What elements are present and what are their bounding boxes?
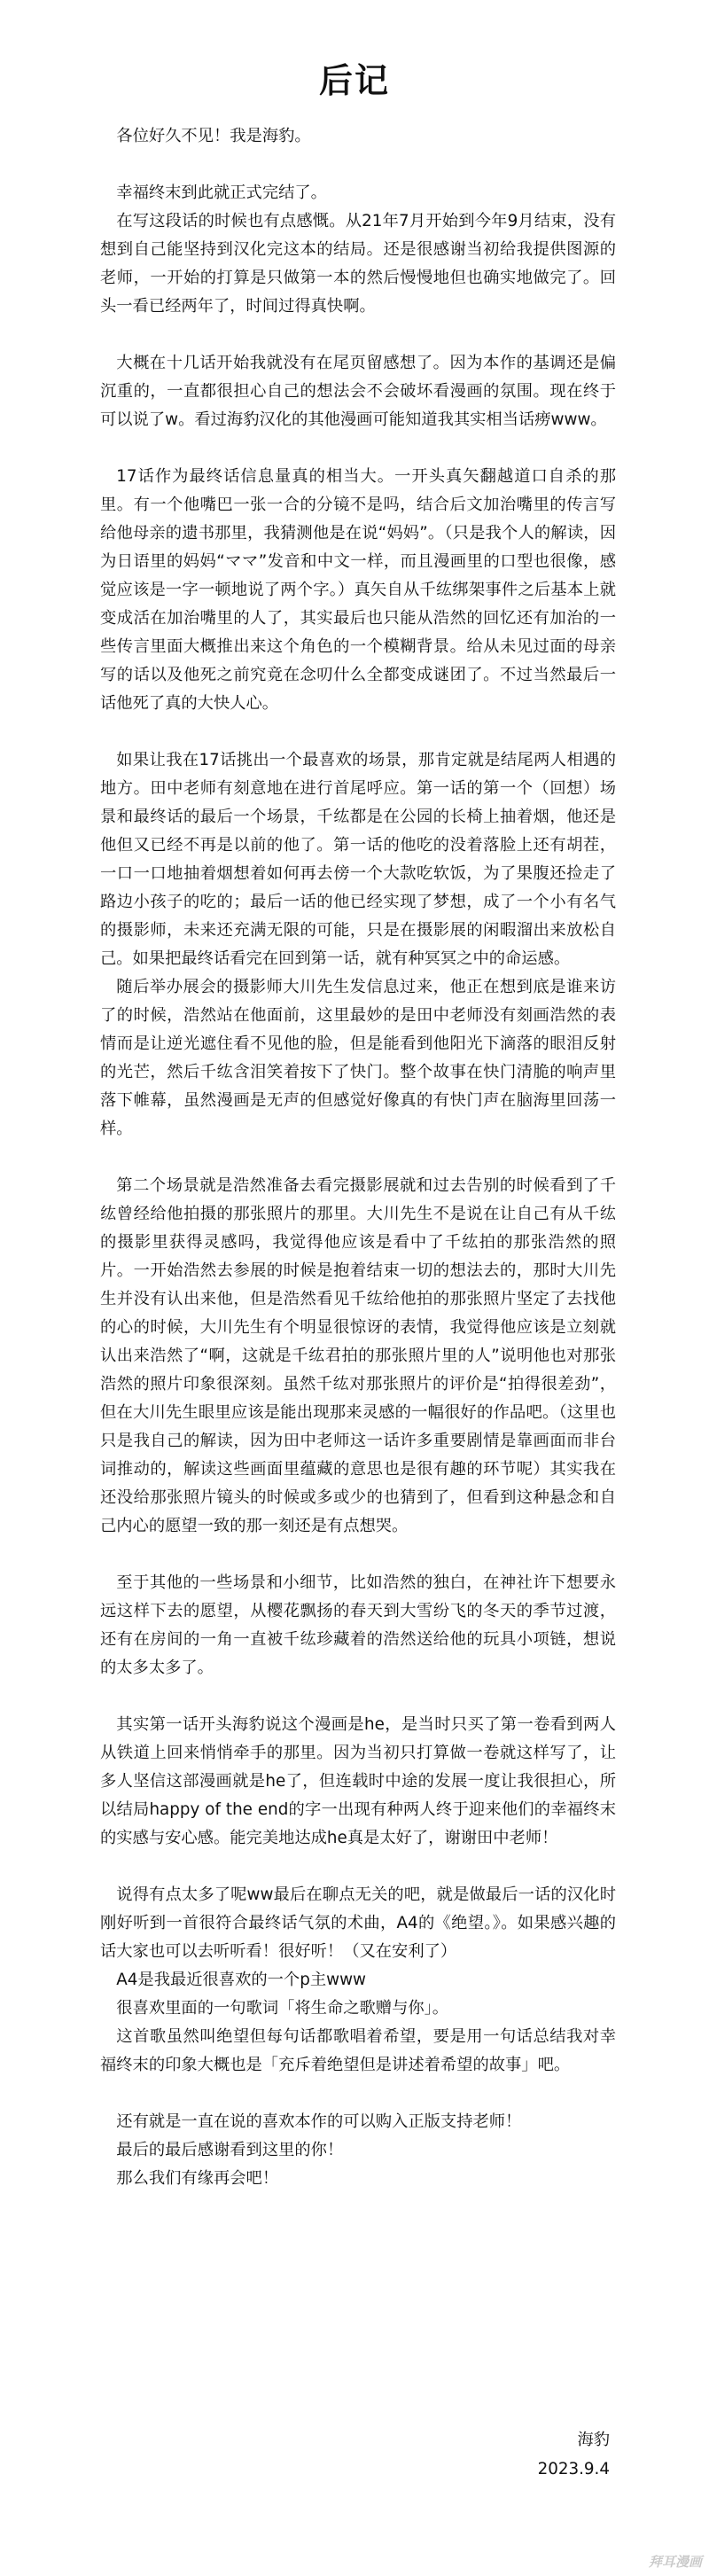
page-title: 后记	[318, 61, 390, 100]
paragraph: 幸福终末到此就正式完结了。	[116, 183, 327, 202]
paragraph: 那么我们有缘再会吧！	[116, 2169, 279, 2188]
paragraph-spacer	[100, 1541, 616, 1569]
paragraph: 在写这段话的时候也有点感慨。从21年7月开始到今年9月结束，没有想到自己能坚持到汉化完这本的结局。还是很感谢当初给我提供图源的老师，一开始的打算是只做第一本的然后慢慢地但也确实地做完了。回头一看已经两年了，时间过得真快啊。	[100, 212, 616, 316]
paragraph: 至于其他的一些场景和小细节，比如浩然的独白，在神社许下想要永远这样下去的愿望，从樱花飘扬的春天到大雪纷飞的冬天的季节过渡，还有在房间的一角一直被千纮珍藏着的浩然送给他的玩具小项链，想说的太多太多了。	[100, 1573, 616, 1677]
paragraph: 这首歌虽然叫绝望但每句话都歌唱着希望，要是用一句话总结我对幸福终末的印象大概也是「充斥着绝望但是讲述着希望的故事」吧。	[100, 2027, 616, 2074]
watermark: 拜耳漫画	[648, 2554, 702, 2570]
paragraph: 很喜欢里面的一句歌词「将生命之歌赠与你」。	[116, 1999, 449, 2018]
paragraph-spacer	[100, 151, 616, 179]
paragraph: A4是我最近很喜欢的一个p主www	[116, 1971, 366, 1989]
paragraph: 大概在十几话开始我就没有在尾页留感想了。因为本作的基调还是偏沉重的，一直都很担心自己的想法会不会破坏看漫画的氛围。现在终于可以说了w。看过海豹汉化的其他漫画可能知道我其实相当话痨www。	[100, 354, 616, 429]
paragraph-spacer	[100, 2080, 616, 2108]
paragraph-spacer	[100, 718, 616, 746]
signature-date: 2023.9.4	[537, 2460, 610, 2478]
paragraph: 最后的最后感谢看到这里的你！	[116, 2141, 344, 2159]
article-body	[100, 122, 616, 2193]
paragraph: 17话作为最终话信息量真的相当大。一开头真矢翻越道口自杀的那里。有一个他嘴巴一张一合的分镜不是吗，结合后文加治嘴里的传言写给他母亲的遗书那里，我猜测他是在说“妈妈”。（只是我个人的解读，因为日语里的妈妈“ママ”发音和中文一样，而且漫画里的口型也很像，感觉应该是一字一顿地说了两个字。）真矢自从千纮绑架事件之后基本上就变成活在加治嘴里的人了，其实最后也只能从浩然的回忆还有加治的一些传言里面大概推出来这个角色的一个模糊背景。给从未见过面的母亲写的话以及他死之前究竟在念叨什么全都变成谜团了。不过当然最后一话他死了真的大快人心。	[100, 467, 616, 713]
paragraph-spacer	[100, 1144, 616, 1172]
paragraph: 如果让我在17话挑出一个最喜欢的场景，那肯定就是结尾两人相遇的地方。田中老师有刻意地在进行首尾呼应。第一话的第一个（回想）场景和最终话的最后一个场景，千纮都是在公园的长椅上抽着烟，他还是他但又已经不再是以前的他了。第一话的他吃的没着落脸上还有胡茬，一口一口地抽着烟想着如何再去傍一个大款吃软饭，为了果腹还捡走了路边小孩子的吃的；最后一话的他已经实现了梦想，成了一个小有名气的摄影师，未来还充满无限的可能，只是在摄影展的闲暇溜出来放松自己。如果把最终话看完在回到第一话，就有种冥冥之中的命运感。	[100, 751, 616, 968]
paragraph: 其实第一话开头海豹说这个漫画是he，是当时只买了第一卷看到两人从铁道上回来悄悄牵手的那里。因为当初只打算做一卷就这样写了，让多人坚信这部漫画就是he了，但连载时中途的发展一度让我很担心，所以结局happy of the end的字一出现有种两人终于迎来他们的幸福终末的实感与安心感。能完美地达成he真是太好了，谢谢田中老师！	[100, 1715, 616, 1847]
paragraph: 随后举办展会的摄影师大川先生发信息过来，他正在想到底是谁来访了的时候，浩然站在他面前，这里最妙的是田中老师没有刻画浩然的表情而是让逆光遮住看不见他的脸，但是能看到他阳光下滴落的眼泪反射的光芒，然后千纮含泪笑着按下了快门。整个故事在快门清脆的响声里落下帷幕，虽然漫画是无声的但感觉好像真的有快门声在脑海里回荡一样。	[100, 978, 616, 1138]
paragraph: 还有就是一直在说的喜欢本作的可以购入正版支持老师！	[116, 2112, 522, 2131]
paragraph-spacer	[100, 1853, 616, 1881]
paragraph: 说得有点太多了呢ww最后在聊点无关的吧，就是做最后一话的汉化时刚好听到一首很符合最终话气氛的术曲，A4的《绝望。》。如果感兴趣的话大家也可以去听听看！很好听！（又在安利了）	[100, 1885, 616, 1961]
paragraph-spacer	[100, 321, 616, 349]
paragraph-spacer	[100, 434, 616, 463]
paragraph-spacer	[100, 1682, 616, 1711]
paragraph: 各位好久不见！我是海豹。	[116, 127, 311, 145]
paragraph: 第二个场景就是浩然准备去看完摄影展就和过去告别的时候看到了千纮曾经给他拍摄的那张照片的那里。大川先生不是说在让自己有从千纮的摄影里获得灵感吗，我觉得他应该是看中了千纮拍的那张浩然的照片。一开始浩然去参展的时候是抱着结束一切的想法去的，那时大川先生并没有认出来他，但是浩然看见千纮给他拍的那张照片坚定了去找他的心的时候，大川先生有个明显很惊讶的表情，我觉得他应该是立刻就认出来浩然了“啊，这就是千纮君拍的那张照片里的人”说明他也对那张浩然的照片印象很深刻。虽然千纮对那张照片的评价是“拍得很差劲”，但在大川先生眼里应该是能出现那来灵感的一幅很好的作品吧。（这里也只是我自己的解读，因为田中老师这一话许多重要剧情是靠画面而非台词推动的，解读这些画面里蕴藏的意思也是很有趣的环节呢）其实我在还没给那张照片镜头的时候或多或少的也猜到了，但看到这种悬念和自己内心的愿望一致的那一刻还是有点想哭。	[100, 1176, 616, 1535]
signature-name: 海豹	[577, 2431, 610, 2449]
